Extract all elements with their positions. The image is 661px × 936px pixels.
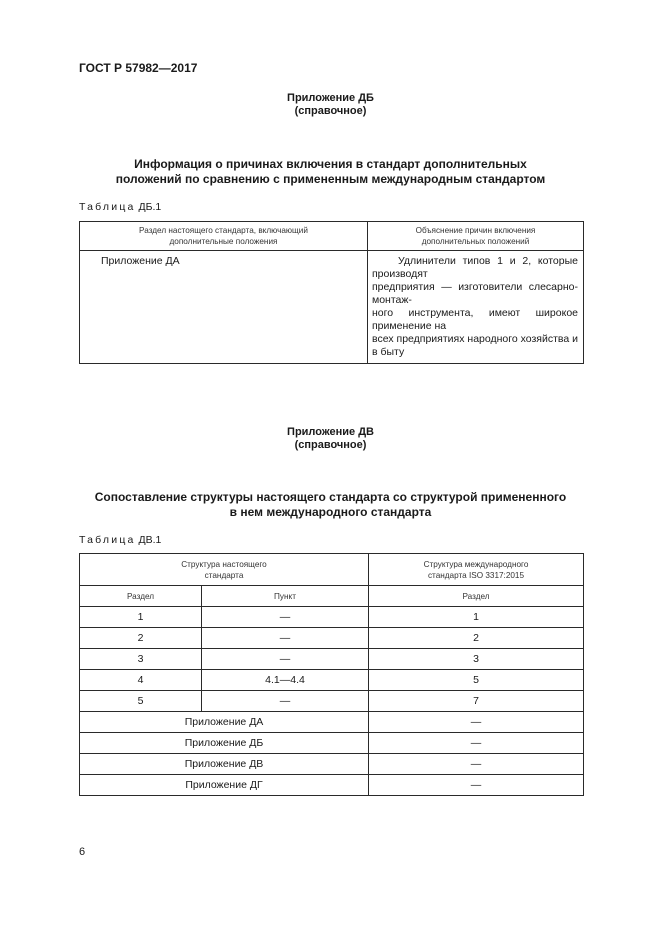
table-db1-explanation-cell [368, 251, 584, 364]
group1-header-line2: стандарта [204, 570, 244, 580]
table-db1-section: Приложение ДА [101, 255, 180, 267]
annex-db-heading-line1: Информация о причинах включения в стандарт дополнительных [134, 157, 527, 171]
annex-dv-heading-line1: Сопоставление структуры настоящего стандарта со структурой примененного [94, 490, 567, 504]
annex-dv-note: (справочное) [294, 439, 367, 451]
table-row [80, 733, 584, 754]
table-row [80, 628, 584, 649]
table-dv1-subheader-section: Раздел [80, 586, 202, 607]
group2-header-line2: стандарта ISO 3317:2015 [427, 570, 525, 580]
explanation-line3: ного инструмента, имеют широкое применение на [372, 307, 578, 332]
row-intl-section: 5 [369, 670, 584, 691]
table-dv1-label [79, 534, 161, 546]
table-row [80, 775, 584, 796]
annex-dv-title: Приложение ДВ [287, 426, 374, 438]
row-section: 2 [80, 628, 202, 649]
table-dv1-label-word: Таблица [79, 534, 136, 546]
row-intl-section: 7 [369, 691, 584, 712]
table-row [80, 670, 584, 691]
row-intl-section: — [369, 712, 584, 733]
col2-header-line2: дополнительных положений [421, 237, 530, 246]
row-intl-section: — [369, 775, 584, 796]
row-section: 4 [80, 670, 202, 691]
row-annex-name: Приложение ДГ [80, 775, 369, 796]
col1-header-line1: Раздел настоящего стандарта, включающий [139, 226, 308, 235]
row-section: 3 [80, 649, 202, 670]
row-item: 4.1—4.4 [202, 670, 369, 691]
table-db1-col1-header [80, 222, 368, 251]
row-annex-name: Приложение ДА [80, 712, 369, 733]
explanation-line2: предприятия — изготовители слесарно-монтаж- [372, 281, 578, 306]
table-db1-section-cell [80, 251, 368, 364]
row-item: — [202, 649, 369, 670]
annex-dv-heading-line2: в нем международного стандарта [229, 505, 432, 519]
row-intl-section: — [369, 733, 584, 754]
row-section: 5 [80, 691, 202, 712]
row-annex-name: Приложение ДВ [80, 754, 369, 775]
row-item: — [202, 607, 369, 628]
row-intl-section: 2 [369, 628, 584, 649]
table-db1 [79, 221, 584, 364]
group1-header-line1: Структура настоящего [181, 559, 267, 569]
row-item: — [202, 691, 369, 712]
explanation-line4: всех предприятиях народного хозяйства и в быту [372, 333, 578, 358]
row-section: 1 [80, 607, 202, 628]
row-item: — [202, 628, 369, 649]
table-db1-label-word: Таблица [79, 201, 136, 213]
row-intl-section: — [369, 754, 584, 775]
document-id: ГОСТ Р 57982—2017 [79, 61, 198, 75]
page-number: 6 [79, 846, 86, 858]
table-dv1-label-num: ДВ.1 [138, 534, 162, 546]
table-row [80, 649, 584, 670]
annex-db-heading-line2: положений по сравнению с примененным международным стандартом [115, 172, 546, 186]
table-db1-label [79, 201, 161, 213]
table-row [80, 754, 584, 775]
annex-db-title: Приложение ДБ [287, 92, 374, 104]
row-annex-name: Приложение ДБ [80, 733, 369, 754]
row-intl-section: 1 [369, 607, 584, 628]
col1-header-line2: дополнительные положения [169, 237, 278, 246]
table-dv1-subheader-intl-section: Раздел [369, 586, 584, 607]
table-row [80, 712, 584, 733]
table-dv1-group1-header [80, 554, 369, 586]
table-db1-label-num: ДБ.1 [138, 201, 162, 213]
group2-header-line1: Структура международного [423, 559, 529, 569]
col2-header-line1: Объяснение причин включения [415, 226, 536, 235]
table-row [80, 691, 584, 712]
table-dv1-subheader-item: Пункт [202, 586, 369, 607]
table-dv1 [79, 553, 584, 796]
table-db1-col2-header [368, 222, 584, 251]
explanation-line1: Удлинители типов 1 и 2, которые производят [372, 255, 578, 280]
table-dv1-group2-header [369, 554, 584, 586]
annex-db-note: (справочное) [294, 105, 367, 117]
row-intl-section: 3 [369, 649, 584, 670]
table-row [80, 607, 584, 628]
